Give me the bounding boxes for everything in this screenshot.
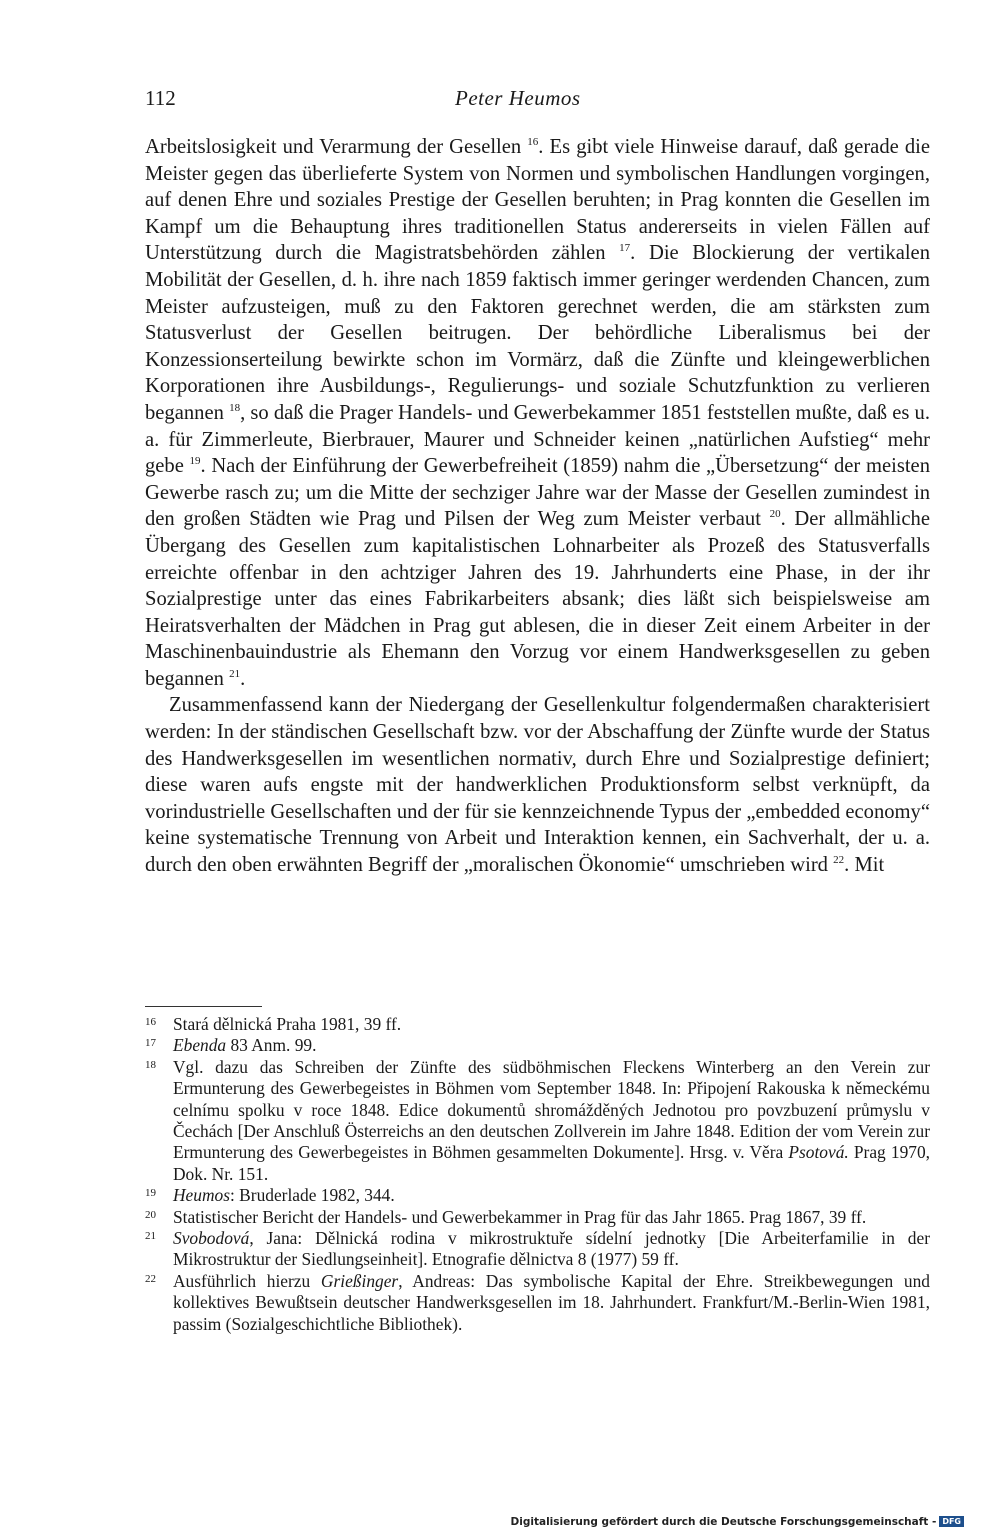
- credit-text: Digitalisierung gefördert durch die Deutsche Forschungsgemeinschaft -: [510, 1516, 937, 1528]
- footnote: [145, 1207, 930, 1228]
- footnote-ref: 18: [229, 401, 241, 414]
- footnote: [145, 1185, 930, 1206]
- text-run: Ausführlich hierzu: [173, 1270, 321, 1291]
- footnote: [145, 1228, 930, 1271]
- text-run: Arbeitslosigkeit und Verarmung der Gesellen: [145, 136, 528, 158]
- italic-text: Ebenda: [173, 1035, 227, 1056]
- italic-text: Psotová.: [788, 1142, 849, 1163]
- text-run: . Nach der Einführung der Gewerbefreiheit (1859) nahm die „Übersetzung“ der meisten Gewerbe rasch zu; um die Mitte der sechziger Jahre war der Masse der Gesellen zumindest in den großen Städten wie Prag und Pilsen der Weg zum Meister verbaut: [145, 455, 930, 531]
- footnote: [145, 1057, 930, 1185]
- italic-text: Grießinger: [320, 1270, 399, 1291]
- digitization-credit: [511, 1516, 964, 1528]
- footnote-ref: 16: [527, 136, 539, 148]
- footnote-number: 22: [145, 1272, 156, 1285]
- text-run: , so daß die Prager Handels- und Gewerbekammer 1851 feststellen mußte, daß es u. a. für Zimmerleute, Bierbrauer, Maurer und Schneider keinen „natürlichen Aufstieg“ mehr gebe: [145, 401, 930, 478]
- footnote-divider: [145, 1006, 262, 1007]
- text-run: Zusammenfassend kann der Niedergang der Gesellenkultur folgendermaßen charakterisiert werden: In der ständischen Gesellschaft bzw. vor der Abschaffung der Zünfte wurde der Status des Handwerksgesellen im wesentlichen normativ, durch Ehre und Sozialprestige definiert; diese waren aufs engste mit der handwerklichen Produktionsform selbst verknüpft, da vorindustrielle Gesellschaften und der für sie kennzeichnende Typus der „embedded economy“ keine systematische Trennung von Arbeit und Interaktion kennen, ein Sachverhalt, der u. a. durch den oben erwähnten Begriff der „moralischen Ökonomie“ umschrieben wird: [145, 694, 930, 877]
- footnote-number: 16: [145, 1016, 156, 1028]
- italic-text: Heumos: [173, 1185, 230, 1206]
- paragraph: [145, 692, 930, 878]
- footnote-number: 17: [145, 1037, 156, 1050]
- footnote-number: 20: [145, 1208, 156, 1221]
- italic-text: Svobodová: [173, 1228, 250, 1249]
- text-run: : Bruderlade 1982, 344.: [230, 1185, 395, 1206]
- footnote-number: 18: [145, 1058, 156, 1071]
- footnote-ref: 19: [189, 455, 201, 468]
- running-head: Peter Heumos: [455, 86, 581, 110]
- text-run: Prag 1970, Dok. Nr. 151.: [173, 1142, 930, 1184]
- text-run: Stará dělnická Praha 1981, 39 ff.: [173, 1014, 402, 1034]
- body-text: [145, 134, 930, 879]
- text-run: Statistischer Bericht der Handels- und Gewerbekammer in Prag für das Jahr 1865. Prag 1867, 39 ff.: [173, 1206, 867, 1227]
- text-run: . Die Blockierung der vertikalen Mobilität der Gesellen, d. h. ihre nach 1859 faktisch immer geringer werdenden Chancen, zum Meister aufzusteigen, muß zu den Faktoren gerechnet werden, die am stärksten zum Statusverlust der Gesellen beitrugen. Der behördliche Liberalismus bei der Konzessionserteilung bewirkte schon im Vormärz, daß die Zünfte und kleingewerblichen Korporationen ihre Ausbildungs-, Regulierungs- und soziale Schutzfunktion zu verlieren begannen: [145, 242, 930, 424]
- footnote: [145, 1035, 930, 1056]
- footnote: [145, 1271, 930, 1335]
- text-run: 83 Anm. 99.: [226, 1035, 317, 1056]
- footnote-ref: 20: [769, 508, 781, 521]
- text-run: . Es gibt viele Hinweise darauf, daß gerade die Meister gegen das überlieferte System von Normen und symbolischen Handlungen vorgingen, auf denen Ehre und soziales Prestige der Gesellen beruhten; in Prag konnten die Gesellen im Kampf um die Behauptung ihres traditionellen Status andererseits in vielen Fällen auf Unterstützung durch die Magistratsbehörden zählen: [145, 136, 930, 265]
- text-run: .: [240, 667, 246, 690]
- paragraph: [145, 134, 930, 692]
- text-run: Vgl. dazu das Schreiben der Zünfte des südböhmischen Fleckens Winterberg an den Verein zur Ermunterung des Gewerbegeistes in Böhmen vom September 1848. In: Připojení Rakouska k německému celnímu spolku v roce 1848. Edice dokumentů shromážděných Jednotou pro povzbuzení průmyslu v Čechách [Der Anschluß Österreichs an den deutschen Zollverein im Jahre 1848. Edition der vom Verein zur Ermunterung des Gewerbegeistes in Böhmen gesammelten Dokumente]. Hrsg. v. Věra: [173, 1056, 930, 1163]
- footnote-number: 21: [145, 1230, 156, 1243]
- footnote-number: 19: [145, 1187, 156, 1200]
- page-number: 112: [145, 86, 176, 110]
- text-run: , Andreas: Das symbolische Kapital der Ehre. Streikbewegungen und kollektives Bewußtsein deutscher Handwerksgesellen im 18. Jahrhundert. Frankfurt/M.-Berlin-Wien 1981, passim (Sozialgeschichtliche Bibliothek).: [173, 1270, 930, 1334]
- text-run: , Jana: Dělnická rodina v mikrostruktuře sídelní jednotky [Die Arbeiterfamilie in der Mikrostruktur der Siedlungseinheit]. Etnografie dělnictva 8 (1977) 59 ff.: [173, 1228, 930, 1270]
- footnote: [145, 1014, 930, 1035]
- footnote-ref: 17: [619, 242, 631, 255]
- footnote-ref: 21: [229, 667, 241, 680]
- footnote-ref: 22: [833, 854, 845, 867]
- dfg-logo: DFG: [939, 1516, 964, 1527]
- footnotes: [145, 1014, 930, 1335]
- text-run: . Mit: [844, 854, 885, 877]
- text-run: . Der allmähliche Übergang des Gesellen zum kapitalistischen Lohnarbeiter als Prozeß des Statusverfalls erreichte offenbar in den achtziger Jahren des 19. Jahrhunderts eine Phase, in der ihr Sozialprestige unter das eines Fabrikarbeiters absank; dies läßt sich beispielsweise am Heiratsverhalten der Mädchen in Prag gut ablesen, die in dieser Zeit einem Arbeiter in der Maschinenbauindustrie als Ehemann den Vorzug vor einem Handwerksgesellen zu geben begannen: [145, 508, 930, 690]
